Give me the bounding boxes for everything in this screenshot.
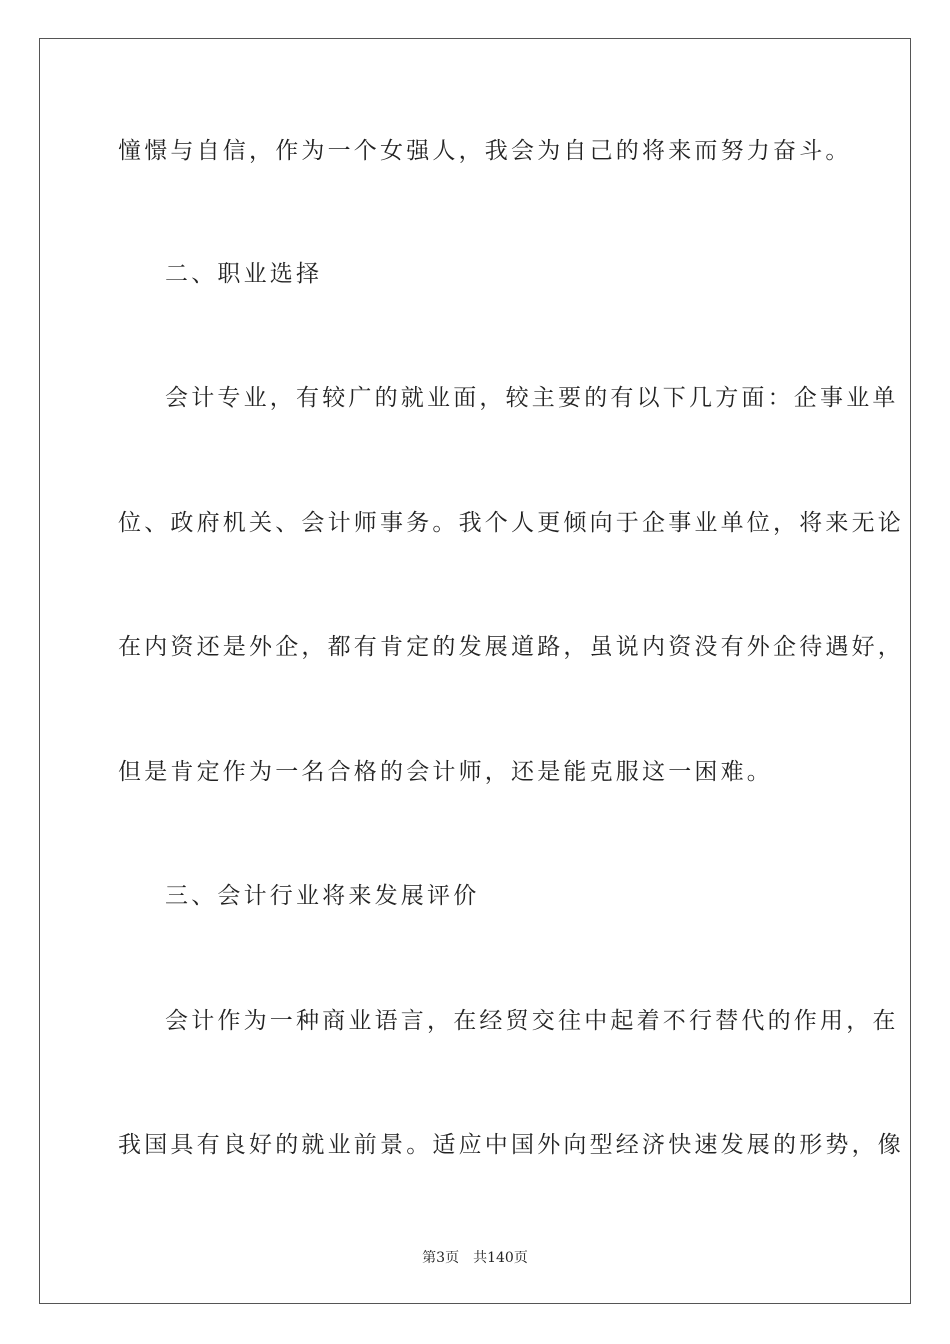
page-total: 共140页 [473, 1250, 528, 1266]
paragraph-line: 我国具有良好的就业前景。适应中国外向型经济快速发展的形势，像 [118, 1132, 904, 1158]
paragraph-line: 会计作为一种商业语言，在经贸交往中起着不行替代的作用，在 [165, 1008, 899, 1034]
section-heading-industry-outlook: 三、会计行业将来发展评价 [165, 883, 480, 909]
paragraph-line: 位、政府机关、会计师事务。我个人更倾向于企事业单位，将来无论 [118, 510, 904, 536]
page-frame [39, 38, 911, 1304]
paragraph-line: 会计专业，有较广的就业面，较主要的有以下几方面：企事业单 [165, 385, 899, 411]
page-number: 第3页 [422, 1250, 460, 1266]
page-footer [0, 1249, 950, 1267]
paragraph-line: 但是肯定作为一名合格的会计师，还是能克服这一困难。 [118, 759, 773, 785]
section-heading-career-choice: 二、职业选择 [165, 261, 323, 287]
paragraph-line: 在内资还是外企，都有肯定的发展道路，虽说内资没有外企待遇好， [118, 634, 904, 660]
paragraph-line: 憧憬与自信，作为一个女强人，我会为自己的将来而努力奋斗。 [118, 138, 852, 164]
